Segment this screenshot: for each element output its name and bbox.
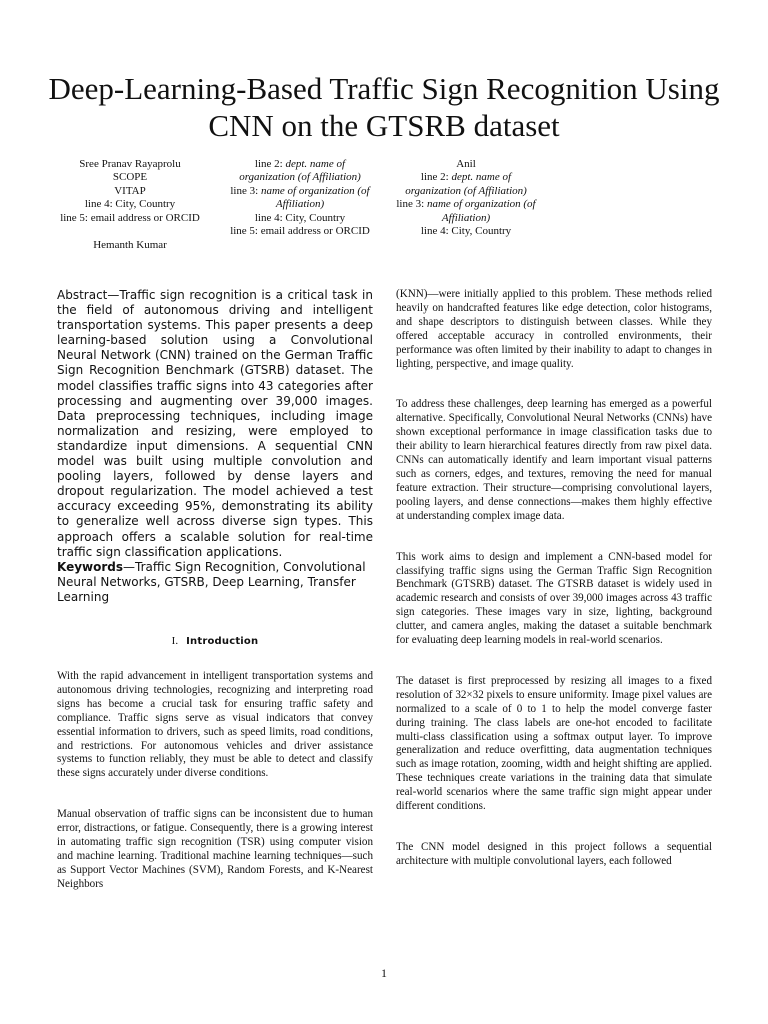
abstract: Abstract—Traffic sign recognition is a critical task in the field of autonomous driving and intelligent transportation systems. This paper presents a deep learning-based solution using a Convolutional Neural Network (CNN) trained on the German Traffic Sign Recognition Benchmark (GTSRB) dataset. The model classifies traffic signs into 43 categories after processing and augmenting over 39,000 images. Data preprocessing techniques, including image normalization and resizing, were employed to standardize input dimensions. A sequential CNN model was built using multiple convolution and pooling layers, followed by dense layers and dropout regularization. The model achieved a test accuracy exceeding 95%, demonstrating its ability to generalize well across diverse sign types. This approach offers a scalable solution for real-time traffic sign classification applications. (57, 288, 373, 559)
author-line-prefix: line 3: (230, 184, 261, 197)
author-line-text: VITAP (114, 184, 146, 197)
body-paragraph: Manual observation of traffic signs can be inconsistent due to human error, distractions, or fatigue. Consequently, there is a growing interest in automating traffic sign recognition (TSR) using computer vision and machine learning. Traditional machine learning techniques—such as Support Vector Machines (SVM), Random Forests, and K-Nearest Neighbors (57, 808, 373, 890)
author-line (224, 158, 376, 171)
author-line-prefix: line 2: (254, 158, 286, 170)
author-line-prefix: line 3: (396, 198, 427, 211)
author-line (224, 198, 376, 211)
right-column (396, 288, 712, 896)
author-line-text: line 4: City, Country (254, 211, 346, 224)
author-line-text: Affiliation) (275, 198, 325, 211)
author-block-2 (224, 158, 376, 238)
body-paragraph: With the rapid advancement in intelligent transportation systems and autonomous driving technologies, recognizing and interpreting road signs has become a crucial task for ensuring traffic safety and compliance. Traffic signs serve as visual indicators that convey essential information to drivers, such as speed limits, road conditions, and restrictions. For autonomous vehicles and driver assistance systems to function reliably, they must be able to detect and classify these signs accurately under diverse conditions. (57, 669, 373, 780)
keywords-label: Keywords (57, 559, 124, 574)
author-line-text: organization (of Affiliation) (405, 184, 527, 197)
author-line (224, 212, 376, 225)
body-paragraph: To address these challenges, deep learning has emerged as a powerful alternative. Specifically, Convolutional Neural Networks (CNNs) have shown exceptional performance in image classification tasks due to their ability to learn hierarchical features directly from raw pixel data. CNNs can automatically identify and learn important visual patterns such as corners, edges, and textures, removing the need for manual feature extraction. Their structure—comprising convolutional layers, pooling layers, and dense connections—makes them highly effective at understanding complex image data. (396, 398, 712, 522)
author-line (390, 158, 542, 171)
author-line (48, 158, 212, 171)
author-line-text: name of organization (of (260, 184, 370, 197)
author-block-1 (48, 158, 212, 225)
author-line-text: Hemanth Kumar (93, 239, 167, 251)
author-line-text: organization (of Affiliation) (239, 171, 361, 184)
author-line (48, 239, 212, 252)
author-line (48, 212, 212, 225)
author-line-text: Anil (456, 158, 476, 170)
author-line-text: name of organization (of (426, 198, 536, 211)
author-line-text: dept. name of (285, 158, 346, 170)
author-block-3 (390, 158, 542, 238)
author-line-text: line 5: email address or ORCID (230, 225, 370, 238)
author-line-text: Sree Pranav Rayaprolu (79, 158, 181, 170)
left-column (57, 288, 373, 919)
author-line (224, 225, 376, 238)
author-line (390, 212, 542, 225)
section-number: I. (171, 634, 179, 647)
keywords-text: —Traffic Sign Recognition, Convolutional Neural Networks, GTSRB, Deep Learning, Transfer Learning (57, 559, 366, 604)
paper-title: Deep-Learning-Based Traffic Sign Recognition Using CNN on the GTSRB dataset (48, 71, 720, 143)
body-paragraph: (KNN)—were initially applied to this problem. These methods relied heavily on handcrafted features like edge detection, color histograms, and shape descriptors to distinguish between classes. While they offered acceptable accuracy in controlled environments, their performance was often limited by their inability to adapt to changes in lighting, perspective, and image quality. (396, 288, 712, 370)
author-line (390, 171, 542, 184)
body-paragraph: The CNN model designed in this project follows a sequential architecture with multiple convolutional layers, each followed (396, 841, 712, 867)
author-line (390, 185, 542, 198)
author-line-text: Affiliation) (441, 211, 491, 224)
author-line (390, 225, 542, 238)
body-paragraph: This work aims to design and implement a CNN-based model for classifying traffic signs using the German Traffic Sign Recognition Benchmark (GTSRB) dataset. The GTSRB dataset is widely used in academic research and consists of over 39,000 images across 43 traffic sign categories. These images vary in size, lighting, background clutter, and camera angles, making the dataset a suitable benchmark for evaluating deep learning models in real-world scenarios. (396, 550, 712, 647)
author-line (48, 198, 212, 211)
author-line (48, 185, 212, 198)
body-paragraph: The dataset is first preprocessed by resizing all images to a fixed resolution of 32×32 pixels to ensure uniformity. Image pixel values are normalized to a scale of 0 to 1 to help the model converge faster during training. The class labels are one-hot encoded to facilitate multi-class classification using a softmax output layer. To improve generalization and reduce overfitting, data augmentation techniques such as image rotation, zooming, width and height shifting are applied. These techniques create variations in the training data that simulate real-world scenarios where the same traffic sign might appear under different conditions. (396, 674, 712, 813)
author-line-text: SCOPE (112, 171, 148, 184)
page-number: 1 (381, 966, 387, 980)
author-line-prefix: line 2: (420, 171, 452, 184)
keywords (57, 560, 373, 605)
author-line-text: line 5: email address or ORCID (60, 211, 200, 224)
author-line (224, 185, 376, 198)
author-line (48, 171, 212, 184)
author-line (390, 198, 542, 211)
author-line-text: line 4: City, Country (84, 198, 176, 211)
author-line (224, 171, 376, 184)
section-heading (57, 635, 373, 647)
author-block-4 (48, 239, 212, 252)
author-line-text: dept. name of (451, 171, 512, 184)
author-line-text: line 4: City, Country (420, 225, 512, 238)
section-title: Introduction (186, 635, 259, 647)
